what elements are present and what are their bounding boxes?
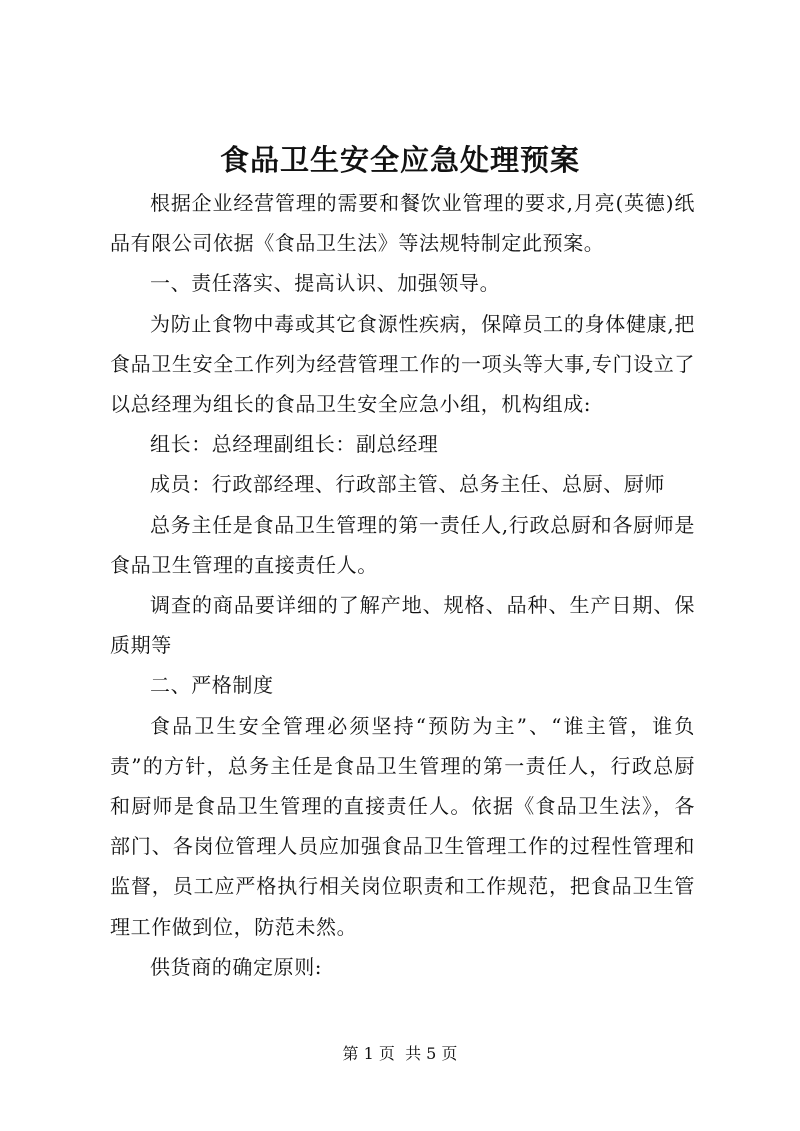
paragraph: 成员：行政部经理、行政部主管、总务主任、总厨、厨师 — [150, 472, 665, 497]
document-body — [110, 183, 695, 987]
paragraph: 食品卫生安全管理必须坚持“预防为主”、“谁主管，谁负责”的方针，总务主任是食品卫生管理的第一责任人，行政总厨和厨师是食品卫生管理的直接责任人。依据《食品卫生法》，各部门、各岗位管理人员应加强食品卫生管理工作的过程性管理和监督，员工应严格执行相关岗位职责和工作规范，把食品卫生管理工作做到位，防范未然。 — [110, 713, 695, 939]
document-title: 食品卫生安全应急处理预案 — [219, 143, 580, 177]
paragraph: 调查的商品要详细的了解产地、规格、品种、生产日期、保质期等 — [110, 593, 695, 658]
section-heading: 一、责任落实、提高认识、加强领导。 — [150, 271, 501, 296]
section-heading: 二、严格制度 — [150, 673, 274, 698]
paragraph: 供货商的确定原则: — [150, 954, 323, 979]
paragraph: 根据企业经营管理的需要和餐饮业管理的要求,月亮(英德)纸品有限公司依据《食品卫生法》等法规特制定此预案。 — [110, 191, 695, 256]
page-footer: 第 1 页 共 5 页 — [342, 1044, 458, 1063]
paragraph: 为防止食物中毒或其它食源性疾病，保障员工的身体健康,把食品卫生安全工作列为经营管理工作的一项头等大事,专门设立了以总经理为组长的食品卫生安全应急小组，机构组成: — [110, 311, 695, 417]
paragraph: 总务主任是食品卫生管理的第一责任人,行政总厨和各厨师是食品卫生管理的直接责任人。 — [110, 512, 695, 577]
paragraph: 组长：总经理副组长：副总经理 — [150, 432, 439, 457]
